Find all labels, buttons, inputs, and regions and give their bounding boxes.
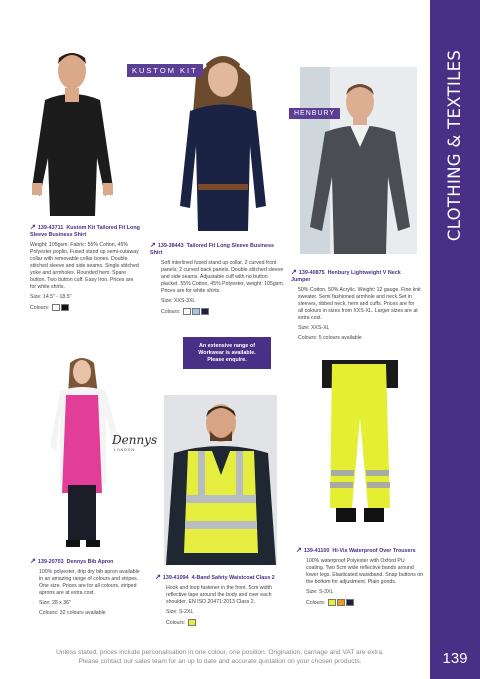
product-title: ↗ 139-41094 4-Band Safety Waistcoat Class 2: [155, 574, 275, 581]
product-size: Size: XXS-XL: [298, 325, 330, 331]
product-photo-pink-apron: [48, 355, 128, 550]
product-description: Weight: 105gsm. Fabric: 55% Cotton, 45% Polyester poplin. Fused stand up semi-cutaway collar with removable collar bones. Double stitched sleeve and side seams. Single stitched yoke and armholes. Rounded hem. Spare button. Two button cuff. Easy Iron. Prices are for white shirts.: [30, 242, 139, 290]
product-photo-grey-jumper: [300, 67, 417, 254]
product-block-apron: [30, 558, 145, 620]
brand-label-henbury: HENBURY: [289, 108, 340, 119]
product-title: ↗ 139-41100 Hi-Vis Waterproof Over Trousers: [296, 547, 416, 554]
product-title: ↗ 139-20703 Dennys Bib Apron: [30, 558, 114, 565]
product-block-waistcoat: [155, 574, 285, 630]
workwear-banner: An extensive range of Workwear is available. Please enquire.: [183, 337, 271, 369]
swatch-white: [183, 308, 191, 315]
page-number: 139: [442, 650, 468, 667]
swatch-black: [61, 304, 69, 311]
product-block-navy-shirt: [150, 242, 285, 319]
product-description: 100% polyester, drip dry bib apron available in an amazing range of colours and stripes. One size. Prices are for all colours, striped aprons are at extra cost.: [39, 569, 140, 596]
product-size: Size: S-2XL: [166, 609, 194, 615]
swatch-orange: [337, 599, 345, 606]
footer-disclaimer: Unless stated, prices include personalisation in one colour, one position. Origination, carriage and VAT are extra. Please contact our sales team for an up to date and accurate quotation on your chosen products.: [56, 649, 384, 665]
product-size: Size: XXS-3XL: [161, 298, 196, 304]
swatch-yellow: [328, 599, 336, 606]
product-description: 100% waterproof Polyester with Oxford PU coating. Two 5cm wide reflective bands around lower legs. Elasticated waistband. Snap buttons on the bottom for adjustment. Plain goods.: [306, 558, 424, 585]
swatch-light-blue: [192, 308, 200, 315]
brand-label-kustom-kit: KUSTOM KIT: [127, 64, 203, 77]
brand-logo-dennys-sub: LONDON: [114, 448, 135, 452]
product-block-trousers: [296, 547, 424, 610]
product-size: Size: 14.5" - 18.5": [30, 294, 72, 300]
product-description: Hook and loop fastener in the front. 5cm width reflective tape around the body and over each shoulder. EN ISO 20471:2013 Class 2.: [166, 585, 272, 605]
product-block-black-shirt: [30, 224, 140, 315]
product-colours: Colours:: [296, 599, 424, 607]
product-photo-safety-waistcoat: [164, 395, 277, 565]
product-title: ↗ 139-38443 Tailored Fit Long Sleeve Business Shirt: [150, 242, 275, 256]
sidebar-title: [430, 30, 480, 260]
product-description: Soft interlined fused stand up collar. 2 curved front panels, 2 curved back panels. Double stitched sleeve and side seams. Adjustable cuff with no button placket. 55% Cotton, 45% Polyester, weight: 105gsm. Prices are for white shirts.: [161, 260, 285, 294]
product-photo-hivis-trousers: [320, 358, 400, 540]
product-photo-black-shirt: [25, 38, 120, 218]
product-colours: Colours: 5 colours available: [298, 335, 362, 341]
product-size: Size: S-3XL: [306, 589, 334, 595]
product-title: ↗ 139-40875 Henbury Lightweight V Neck Jumper: [291, 269, 401, 283]
product-colours: Colours:: [30, 304, 140, 312]
swatch-navy: [201, 308, 209, 315]
swatch-yellow: [188, 619, 196, 626]
product-title: ↗ 139-43711 Kustom Kit Tailored Fit Long Sleeve Business Shirt: [30, 224, 140, 238]
product-colours: Colours:: [155, 619, 285, 627]
swatch-navy: [346, 599, 354, 606]
product-block-grey-jumper: [291, 269, 421, 345]
product-colours: Colours:: [150, 308, 285, 316]
swatch-white: [52, 304, 60, 311]
product-colours: Colours: 32 colours available: [39, 610, 106, 616]
brand-logo-dennys: Dennys: [112, 433, 158, 447]
product-description: 50% Cotton, 50% Acrylic. Weight: 12 gauge. Fine knit sweater. Semi fashioned armhole and neck.Set in sleeves, ribbed neck, hem and cuffs. Prices are for all colours in sizes from XXS-XL. Larger sizes are at extra cost.: [298, 287, 421, 321]
sidebar-title-text: CLOTHING & TEXTILES: [445, 49, 465, 241]
product-size: Size: 28 x 36": [39, 600, 71, 606]
